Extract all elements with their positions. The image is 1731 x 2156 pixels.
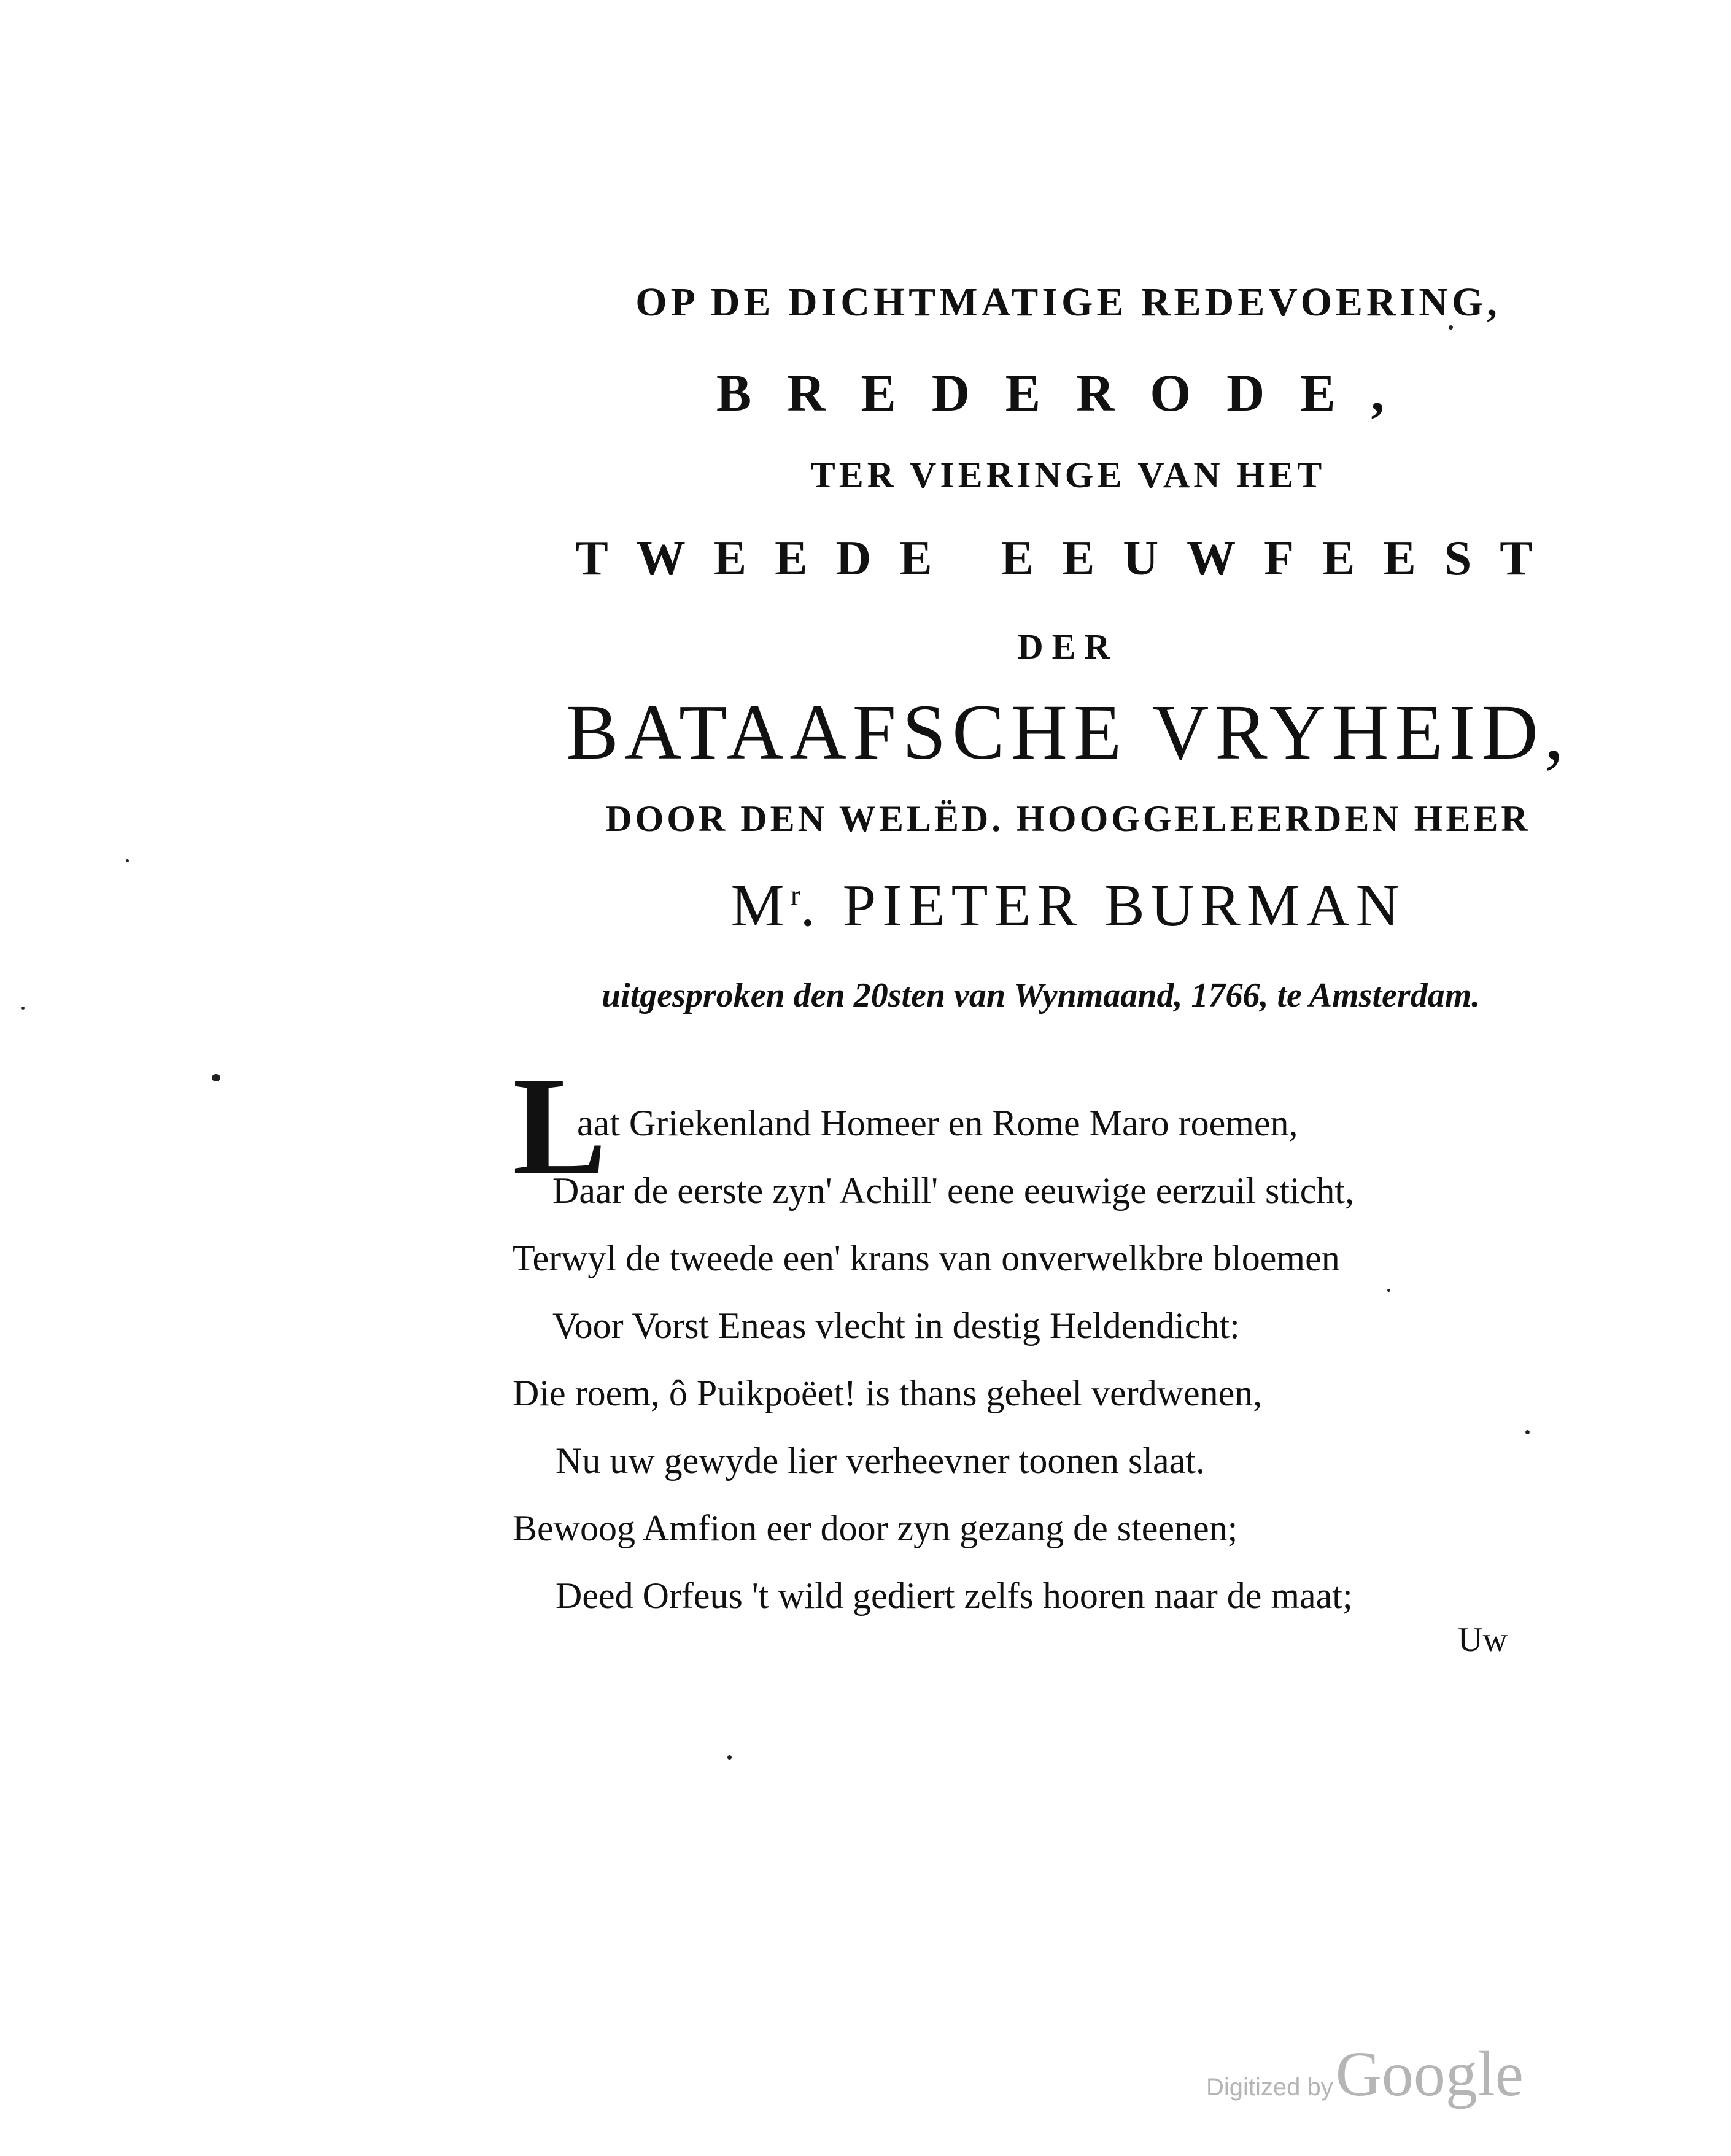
scan-speck <box>1449 325 1453 330</box>
verse-line-8: Deed Orfeus 't wild gediert zelfs hooren naar de maat; <box>556 1575 1353 1616</box>
digitized-watermark <box>1206 2038 1524 2111</box>
drop-cap: L <box>513 1048 607 1204</box>
heading-line-2: BREDERODE, <box>716 363 1420 422</box>
scan-speck <box>126 859 129 862</box>
scan-speck <box>727 1755 732 1760</box>
scan-speck <box>1387 1289 1390 1292</box>
verse-line-5: Die roem, ô Puikpoëet! is thans geheel verdwenen, <box>513 1373 1263 1413</box>
heading-line-8 <box>203 871 1731 940</box>
scan-speck <box>1525 1430 1530 1434</box>
heading-line-8-prefix: M <box>730 873 791 939</box>
heading-line-6: BATAAFSCHE VRYHEID, <box>566 689 1570 776</box>
catchword: Uw <box>1458 1621 1508 1659</box>
subtitle: uitgesproken den 20sten van Wynmaand, 1766, te Amsterdam. <box>602 976 1481 1014</box>
heading-line-5: DER <box>1017 627 1119 667</box>
google-logo: Google <box>1335 2039 1524 2109</box>
verse-line-1: aat Griekenland Homeer en Rome Maro roemen, <box>577 1103 1298 1143</box>
heading-line-3: TER VIERINGE VAN HET <box>810 455 1326 495</box>
watermark-prefix: Digitized by <box>1206 2074 1333 2101</box>
heading-line-8-superscript: r <box>790 879 800 912</box>
scan-speck <box>21 1007 25 1010</box>
heading-line-4: TWEEDE EEUWFEEST <box>575 531 1561 585</box>
verse-line-6: Nu uw gewyde lier verheevner toonen slaat. <box>556 1440 1205 1481</box>
verse-line-7: Bewoog Amfion eer door zyn gezang de steenen; <box>513 1508 1238 1548</box>
heading-line-1: OP DE DICHTMATIGE REDEVOERING, <box>635 280 1501 325</box>
scan-speck <box>212 1074 220 1081</box>
verse-line-4: Voor Vorst Eneas vlecht in destig Heldendicht: <box>552 1305 1240 1346</box>
verse-line-2: Daar de eerste zyn' Achill' eene eeuwige eerzuil sticht, <box>552 1170 1354 1211</box>
verse-line-3: Terwyl de tweede een' krans van onverwelkbre bloemen <box>513 1238 1340 1278</box>
heading-line-7: DOOR DEN WELËD. HOOGGELEERDEN HEER <box>605 798 1531 839</box>
heading-line-8-name: . PIETER BURMAN <box>800 873 1406 939</box>
